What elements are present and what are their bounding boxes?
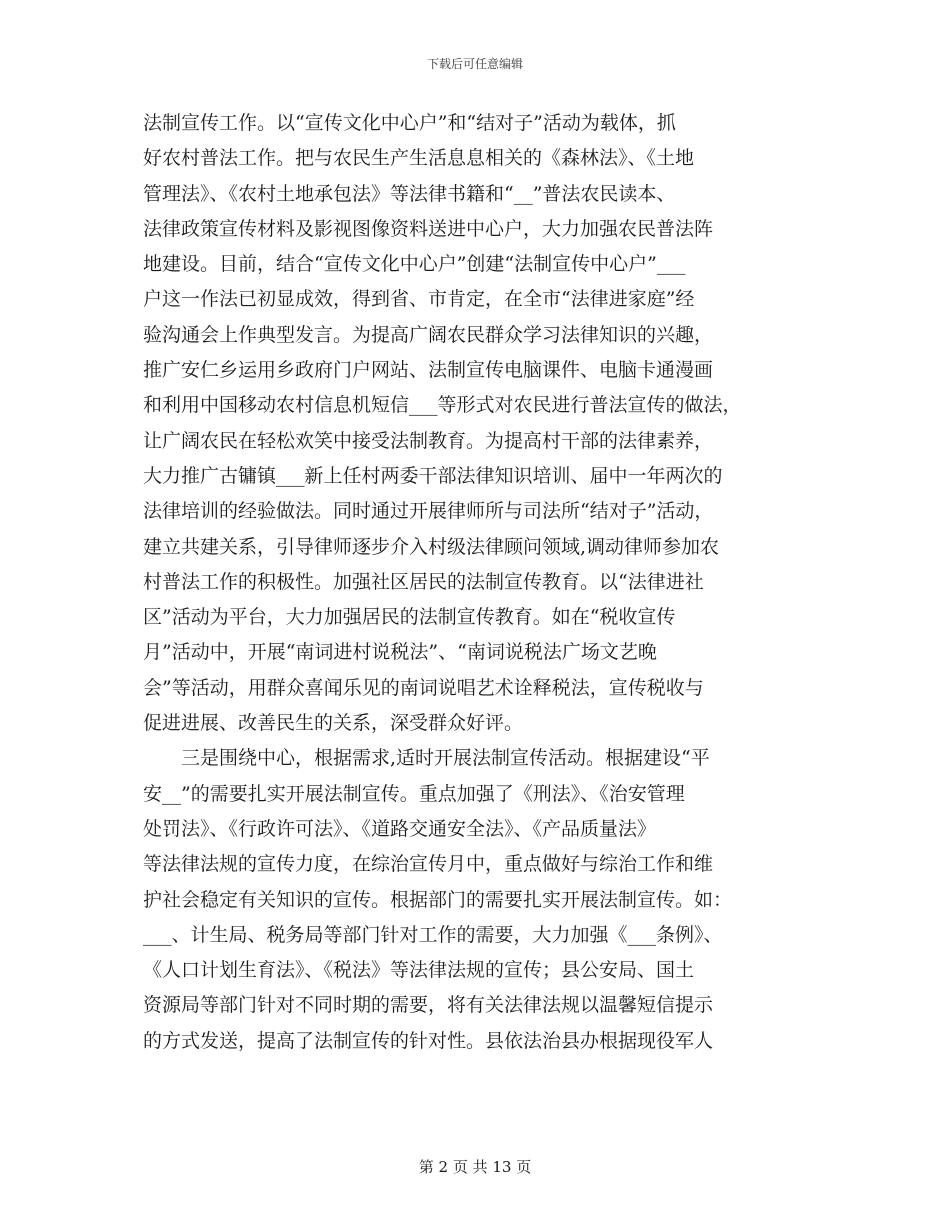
body-line: 和利用中国移动农村信息机短信___等形式对农民进行普法宣传的做法， [143, 394, 742, 417]
body-line: 好农村普法工作。把与农民生产生活息息相关的《森林法》、《土地 [143, 147, 695, 170]
body-line: 验沟通会上作典型发言。为提高广阔农民群众学习法律知识的兴趣， [143, 323, 714, 346]
body-line: 法律培训的经验做法。同时通过开展律师所与司法所“结对子”活动， [143, 500, 714, 523]
body-line: 让广阔农民在轻松欢笑中接受法制教育。为提高村干部的法律素养， [143, 429, 714, 452]
body-line: ___、计生局、税务局等部门针对工作的需要，大力加强《___条例》、 [143, 923, 723, 946]
page-header: 下载后可任意编辑 [426, 57, 523, 71]
body-line: 月”活动中，开展“南词进村说税法”、“南词说税法广场文艺晚 [143, 641, 657, 664]
body-line: 资源局等部门针对不同时期的需要，将有关法律法规以温馨短信提示 [143, 994, 714, 1017]
body-line: 安__”的需要扎实开展法制宣传。重点加强了《刑法》、《治安管理 [143, 782, 685, 805]
body-line: 法律政策宣传材料及影视图像资料送进中心户，大力加强农民普法阵 [143, 217, 714, 240]
body-line: 法制宣传工作。以“宣传文化中心户”和“结对子”活动为载体，抓 [143, 112, 676, 134]
body-line: 的方式发送，提高了法制宣传的针对性。县依法治县办根据现役军人 [143, 1029, 714, 1052]
body-line: 大力推广古镛镇___新上任村两委干部法律知识培训、届中一年两次的 [143, 464, 723, 487]
body-line: 促进进展、改善民生的关系，深受群众好评。 [143, 712, 524, 735]
body-line: 区”活动为平台，大力加强居民的法制宣传教育。如在“税收宣传 [143, 606, 676, 629]
body-line: 推广安仁乡运用乡政府门户网站、法制宣传电脑课件、电脑卡通漫画 [143, 359, 714, 382]
body-line: 会”等活动，用群众喜闻乐见的南词说唱艺术诠释税法，宣传税收与 [143, 676, 704, 699]
body-line: 户这一作法已初显成效，得到省、市肯定，在全市“法律进家庭”经 [143, 288, 695, 311]
body-line: 护社会稳定有关知识的宣传。根据部门的需要扎实开展法制宣传。如： [143, 888, 733, 911]
body-line: 《人口计划生育法》、《税法》等法律法规的宣传；县公安局、国土 [143, 959, 695, 982]
body-line: 建立共建关系，引导律师逐步介入村级法律顾问领域,调动律师参加农 [143, 535, 720, 558]
page-number: 第 2 页 共 13 页 [418, 1158, 532, 1176]
body-line: 管理法》、《农村土地承包法》等法律书籍和“__”普法农民读本、 [143, 182, 676, 205]
body-line: 三是围绕中心，根据需求,适时开展法制宣传活动。根据建设“平 [143, 747, 710, 770]
body-line: 等法律法规的宣传力度，在综治宣传月中，重点做好与综治工作和维 [143, 853, 714, 876]
body-line: 处罚法》、《行政许可法》、《道路交通安全法》、《产品质量法》 [143, 817, 657, 840]
body-line: 村普法工作的积极性。加强社区居民的法制宣传教育。以“法律进社 [143, 570, 704, 593]
document-body [143, 106, 813, 1059]
body-line: 地建设。目前，结合“宣传文化中心户”创建“法制宣传中心户”___ [143, 253, 686, 276]
